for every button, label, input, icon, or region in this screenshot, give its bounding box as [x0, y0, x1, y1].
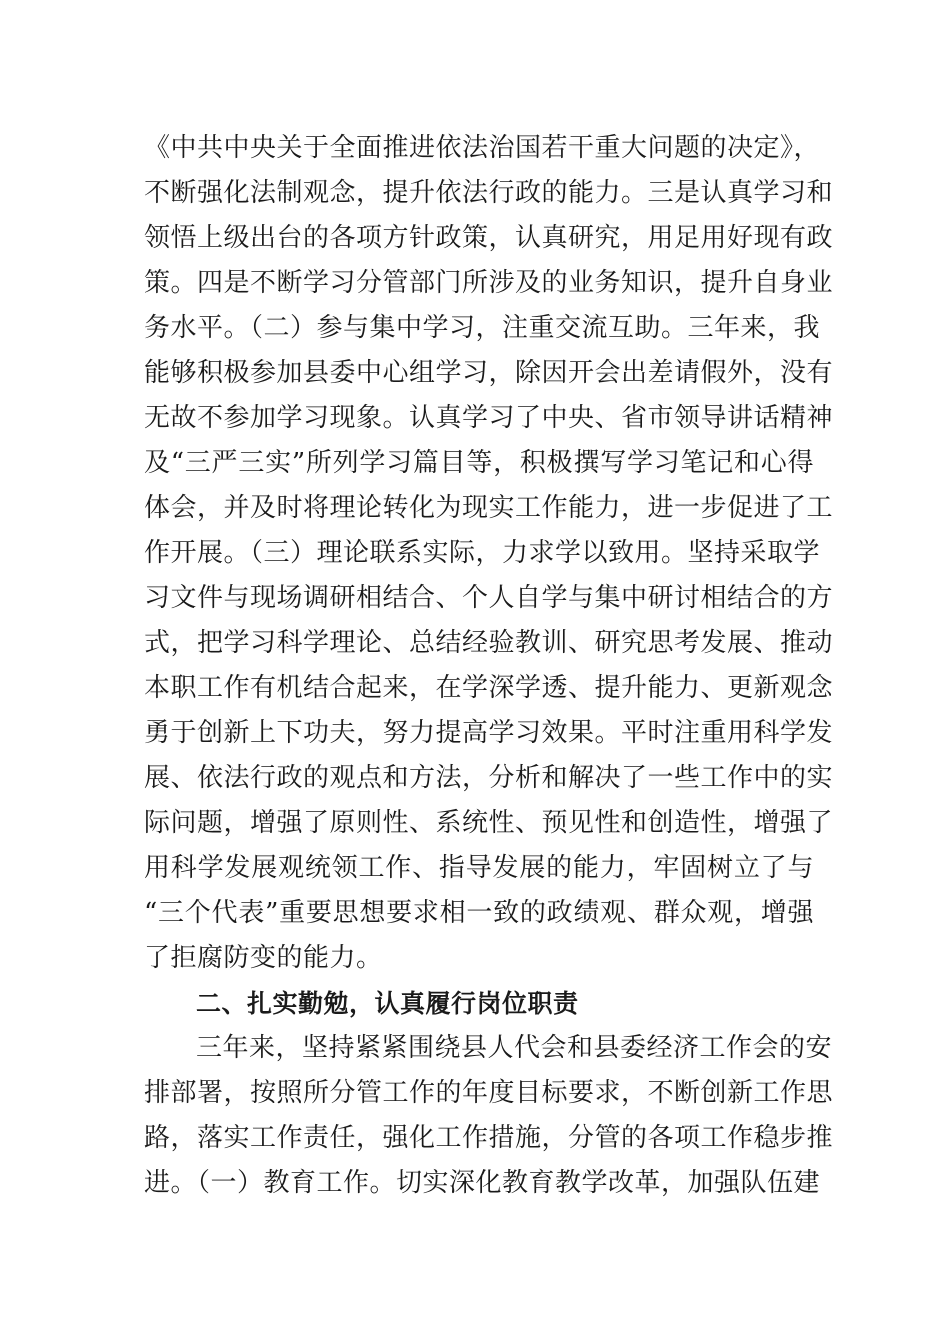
text-line: 习文件与现场调研相结合、个人自学与集中研讨相结合的方	[144, 583, 834, 613]
text-line: 无故不参加学习现象。认真学习了中央、省市领导讲话精神	[144, 403, 834, 433]
text-line: 际问题，增强了原则性、系统性、预见性和创造性，增强了	[144, 808, 834, 838]
text-line: 不断强化法制观念，提升依法行政的能力。三是认真学习和	[144, 178, 834, 208]
text-line: 用科学发展观统领工作、指导发展的能力，牢固树立了与	[144, 853, 814, 883]
text-line: 体会，并及时将理论转化为现实工作能力，进一步促进了工	[144, 493, 834, 523]
text-line: 路，落实工作责任，强化工作措施，分管的各项工作稳步推	[144, 1123, 834, 1153]
text-line: 勇于创新上下功夫，努力提高学习效果。平时注重用科学发	[144, 718, 834, 748]
text-line: “三个代表”重要思想要求相一致的政绩观、群众观，增强	[144, 898, 814, 928]
section-heading: 二、扎实勤勉，认真履行岗位职责	[196, 989, 579, 1018]
document-body	[144, 126, 834, 1206]
text-line: 务水平。（二）参与集中学习，注重交流互助。三年来，我	[144, 313, 821, 343]
text-line: 策。四是不断学习分管部门所涉及的业务知识，提升自身业	[144, 268, 834, 298]
text-line: 展、依法行政的观点和方法，分析和解决了一些工作中的实	[144, 763, 834, 793]
paragraph-first-line: 三年来，坚持紧紧围绕县人代会和县委经济工作会的安	[196, 1033, 833, 1063]
text-line: 了拒腐防变的能力。	[144, 943, 383, 973]
text-line: 进。（一）教育工作。切实深化教育教学改革，加强队伍建	[144, 1168, 821, 1198]
text-line: 能够积极参加县委中心组学习，除因开会出差请假外，没有	[144, 358, 834, 388]
text-line: 《中共中央关于全面推进依法治国若干重大问题的决定》，	[144, 133, 821, 163]
text-line: 及“三严三实”所列学习篇目等，积极撰写学习笔记和心得	[144, 448, 814, 478]
text-line: 本职工作有机结合起来，在学深学透、提升能力、更新观念	[144, 673, 834, 703]
text-line: 排部署，按照所分管工作的年度目标要求，不断创新工作思	[144, 1078, 834, 1108]
text-line: 式，把学习科学理论、总结经验教训、研究思考发展、推动	[144, 628, 834, 658]
text-line: 作开展。（三）理论联系实际，力求学以致用。坚持采取学	[144, 538, 821, 568]
text-line: 领悟上级出台的各项方针政策，认真研究，用足用好现有政	[144, 223, 834, 253]
